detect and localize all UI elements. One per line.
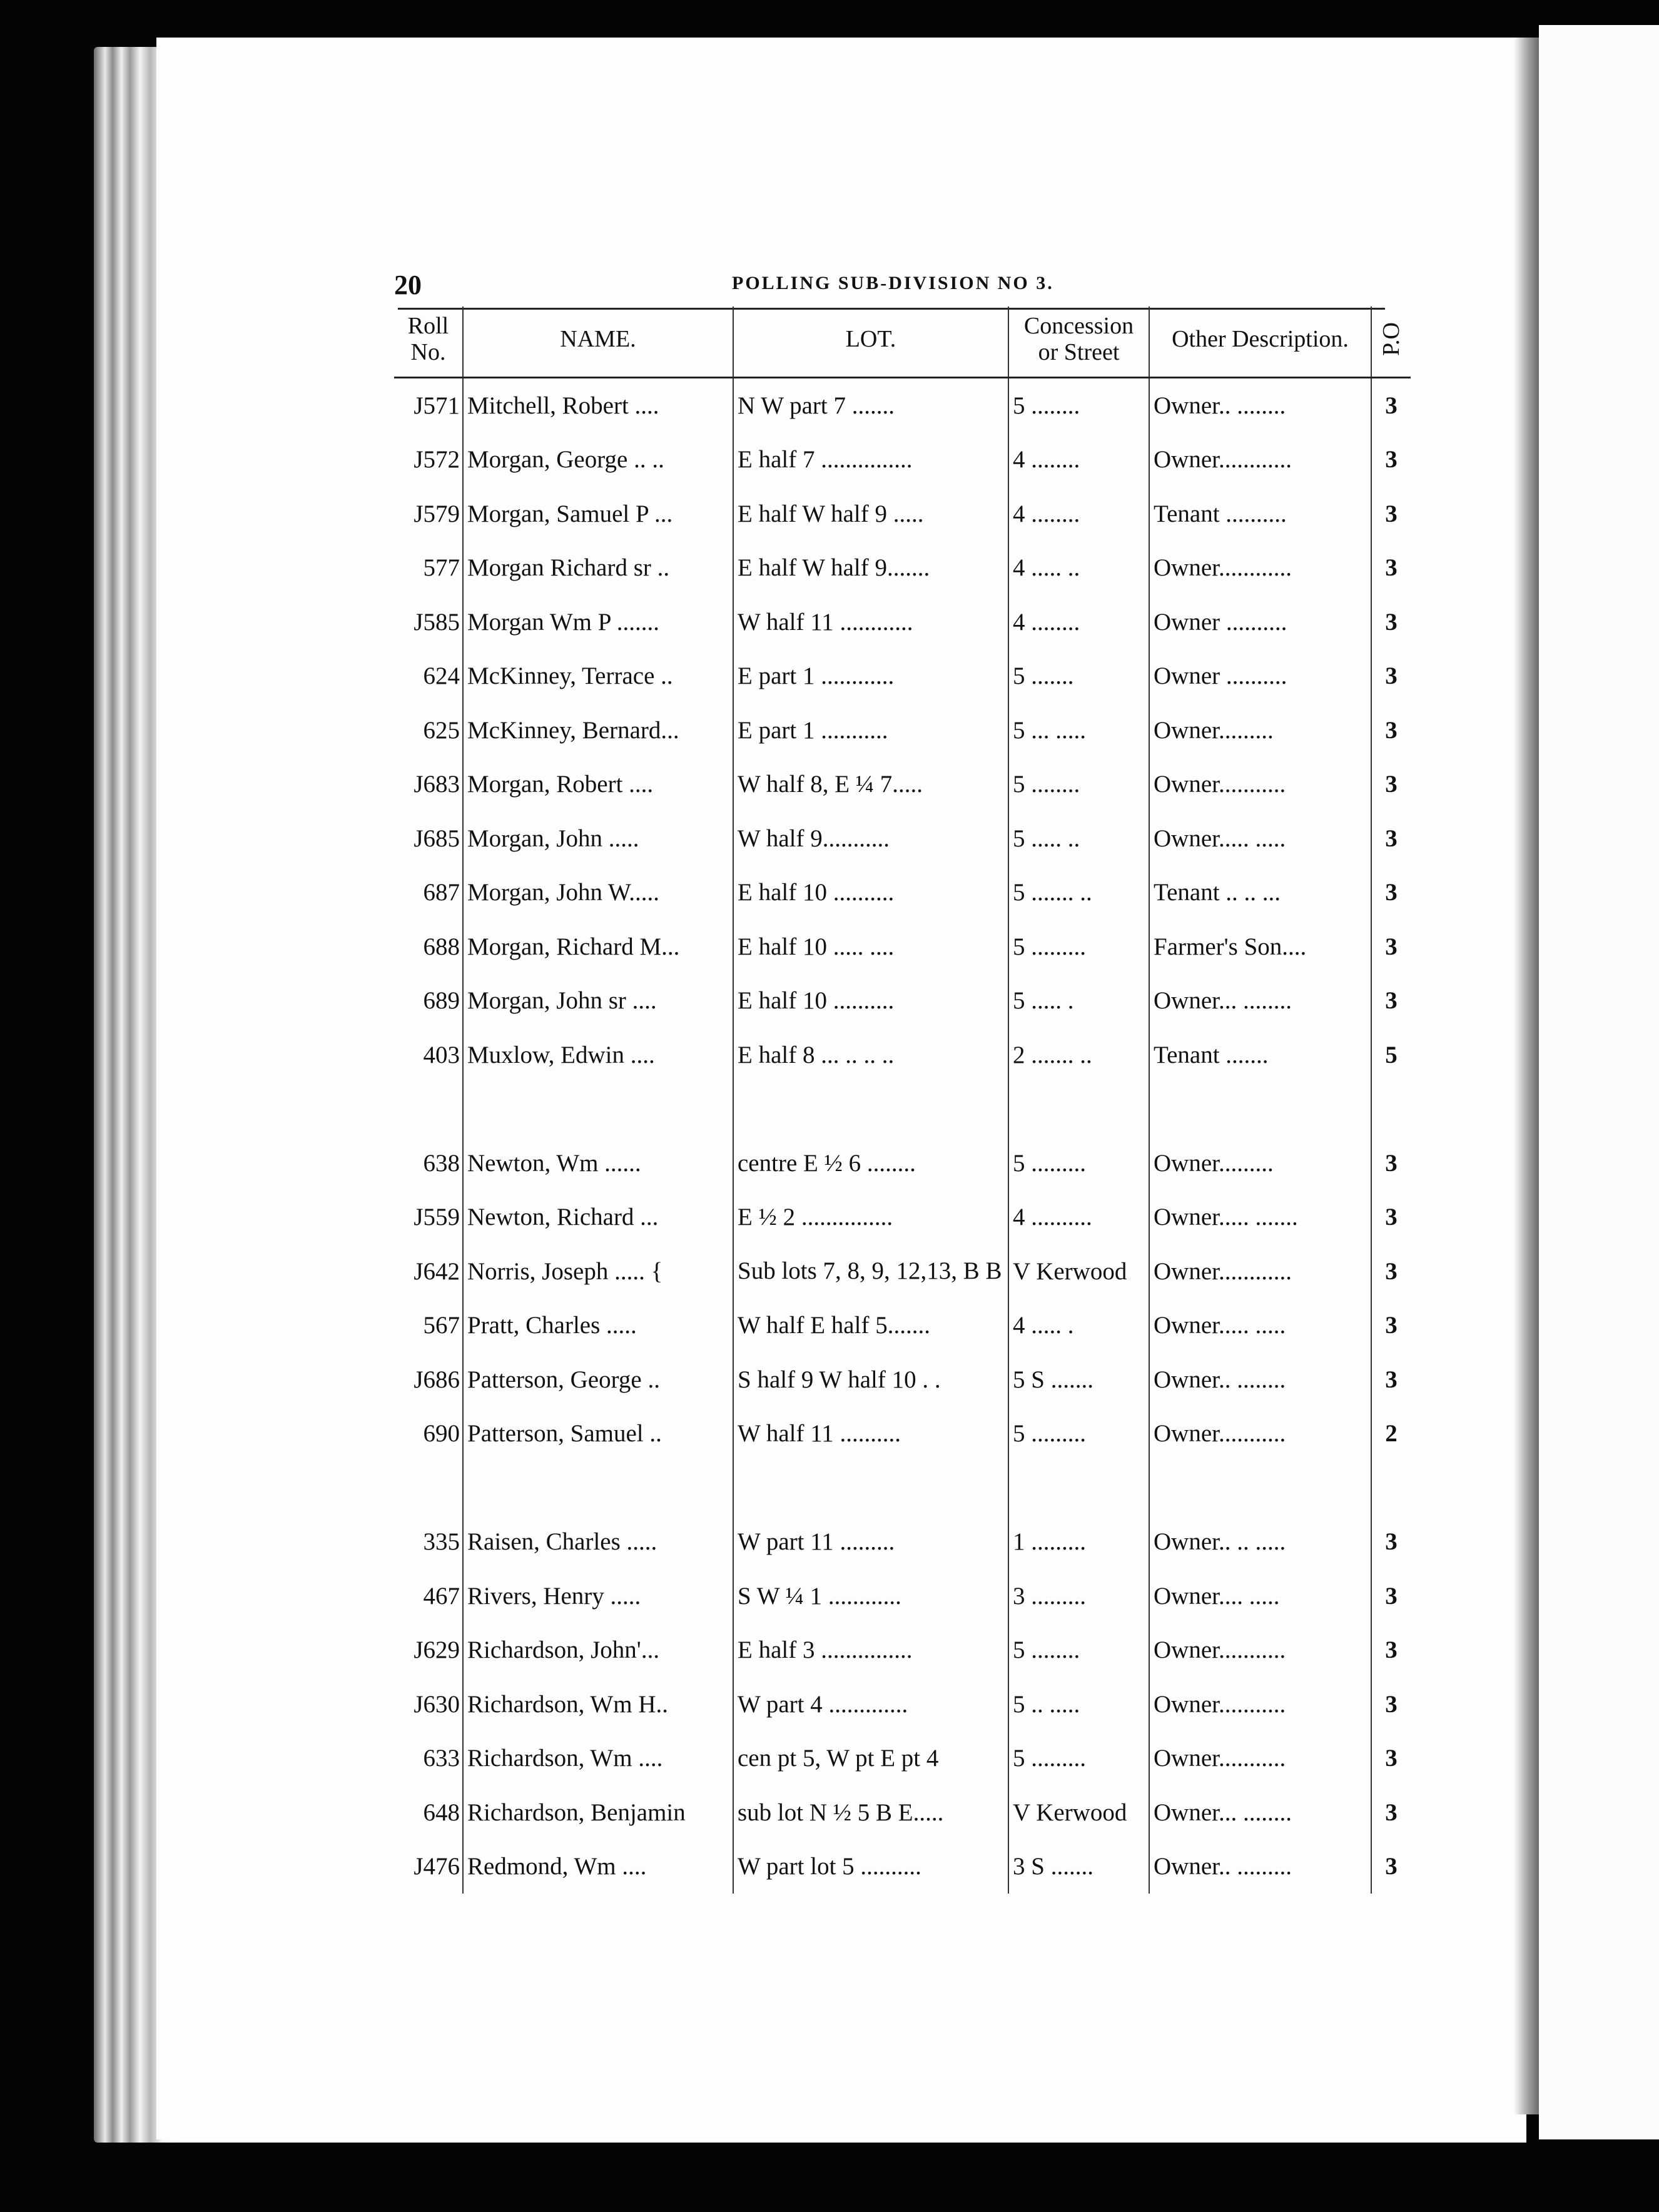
table-row bbox=[394, 433, 1411, 487]
table-row bbox=[394, 1136, 1411, 1190]
concession-cell: 4 ........ bbox=[1008, 595, 1149, 649]
name-cell: Rivers, Henry ..... bbox=[463, 1569, 733, 1623]
table-row bbox=[394, 378, 1411, 433]
po-cell: 2 bbox=[1371, 1407, 1411, 1461]
header-po-label: P.O bbox=[1377, 322, 1404, 356]
po-cell: 3 bbox=[1371, 703, 1411, 758]
roll-number-cell: J685 bbox=[413, 824, 460, 852]
lot-cell: W half 9........... bbox=[733, 811, 1008, 866]
concession-cell: 5 ......... bbox=[1008, 920, 1149, 974]
roll-number-cell: J579 bbox=[413, 500, 460, 527]
spacer-cell bbox=[463, 1082, 733, 1137]
roll-number-cell: J571 bbox=[413, 392, 460, 419]
roll-number-cell: J585 bbox=[413, 608, 460, 636]
name-cell: McKinney, Bernard... bbox=[463, 703, 733, 758]
roll-number-cell: 687 bbox=[423, 879, 460, 906]
description-cell: Owner .......... bbox=[1149, 595, 1371, 649]
concession-cell: 5 ........ bbox=[1008, 378, 1149, 433]
name-cell: Mitchell, Robert .... bbox=[463, 378, 733, 433]
description-cell: Owner........... bbox=[1149, 1623, 1371, 1678]
table-row bbox=[394, 541, 1411, 596]
lot-cell: E half 10 .......... bbox=[733, 974, 1008, 1028]
roll-number-cell: J630 bbox=[413, 1690, 460, 1718]
table-spacer-row bbox=[394, 1082, 1411, 1137]
name-cell: Norris, Joseph ..... { bbox=[463, 1244, 733, 1299]
name-cell: Morgan, Robert .... bbox=[463, 758, 733, 812]
description-cell: Owner.. ......... bbox=[1149, 1840, 1371, 1894]
roll-number-cell: 335 bbox=[423, 1528, 460, 1556]
table-spacer-row bbox=[394, 1461, 1411, 1515]
name-cell: Raisen, Charles ..... bbox=[463, 1515, 733, 1570]
table-row bbox=[394, 1677, 1411, 1732]
description-cell: Farmer's Son.... bbox=[1149, 920, 1371, 974]
roll-number-cell: 577 bbox=[423, 554, 460, 582]
description-cell: Owner........... bbox=[1149, 1732, 1371, 1786]
page-heading: POLLING SUB-DIVISION NO 3. bbox=[732, 273, 1054, 293]
spacer-cell bbox=[463, 1461, 733, 1515]
description-cell: Owner.. .. ..... bbox=[1149, 1515, 1371, 1570]
description-cell: Owner..... ..... bbox=[1149, 811, 1371, 866]
description-cell: Tenant .......... bbox=[1149, 487, 1371, 541]
roll-number-cell: J686 bbox=[413, 1366, 460, 1393]
spacer-cell bbox=[733, 1461, 1008, 1515]
name-cell: Newton, Richard ... bbox=[463, 1190, 733, 1245]
lot-cell: W part 4 ............. bbox=[733, 1677, 1008, 1732]
concession-cell: 3 ......... bbox=[1008, 1569, 1149, 1623]
roll-number-cell: J642 bbox=[413, 1257, 460, 1285]
po-cell: 3 bbox=[1371, 920, 1411, 974]
concession-cell: 5 ........ bbox=[1008, 758, 1149, 812]
concession-cell: 5 ... ..... bbox=[1008, 703, 1149, 758]
description-cell: Tenant ....... bbox=[1149, 1028, 1371, 1082]
description-cell: Owner......... bbox=[1149, 703, 1371, 758]
page-number: 20 bbox=[394, 270, 422, 300]
roll-number-cell: J559 bbox=[413, 1204, 460, 1231]
table-row bbox=[394, 703, 1411, 758]
concession-cell: 4 ........ bbox=[1008, 487, 1149, 541]
table-body bbox=[394, 378, 1411, 1894]
spacer-cell bbox=[1371, 1461, 1411, 1515]
po-cell: 3 bbox=[1371, 1136, 1411, 1190]
description-cell: Owner..... ....... bbox=[1149, 1190, 1371, 1245]
name-cell: Morgan, John W..... bbox=[463, 866, 733, 920]
name-cell: Richardson, John'... bbox=[463, 1623, 733, 1678]
po-cell: 3 bbox=[1371, 433, 1411, 487]
roll-number-cell: J476 bbox=[413, 1853, 460, 1880]
spacer-cell bbox=[1371, 1082, 1411, 1137]
concession-cell: 4 ..... . bbox=[1008, 1299, 1149, 1353]
lot-cell: centre E ½ 6 ........ bbox=[733, 1136, 1008, 1190]
name-cell: Morgan, George .. .. bbox=[463, 433, 733, 487]
lot-cell: W half 11 .......... bbox=[733, 1407, 1008, 1461]
facing-page bbox=[1539, 25, 1659, 2139]
table-row bbox=[394, 1299, 1411, 1353]
description-cell: Owner.. ........ bbox=[1149, 1352, 1371, 1407]
spacer-cell bbox=[1149, 1461, 1371, 1515]
description-cell: Owner......... bbox=[1149, 1136, 1371, 1190]
description-cell: Owner..... ..... bbox=[1149, 1299, 1371, 1353]
table-row bbox=[394, 595, 1411, 649]
description-cell: Owner............ bbox=[1149, 433, 1371, 487]
header-other-description: Other Description. bbox=[1149, 307, 1371, 378]
concession-cell: 5 ..... . bbox=[1008, 974, 1149, 1028]
name-cell: Morgan Richard sr .. bbox=[463, 541, 733, 596]
roll-number-cell: J629 bbox=[413, 1636, 460, 1664]
name-cell: Morgan, Samuel P ... bbox=[463, 487, 733, 541]
concession-cell: 5 ........ bbox=[1008, 1623, 1149, 1678]
po-cell: 3 bbox=[1371, 1623, 1411, 1678]
po-cell: 3 bbox=[1371, 1352, 1411, 1407]
table-row bbox=[394, 1028, 1411, 1082]
roll-number-cell: 567 bbox=[423, 1312, 460, 1339]
concession-cell: 4 .......... bbox=[1008, 1190, 1149, 1245]
po-cell: 3 bbox=[1371, 1299, 1411, 1353]
lot-cell: E half 10 ..... .... bbox=[733, 920, 1008, 974]
name-cell: Richardson, Wm H.. bbox=[463, 1677, 733, 1732]
lot-cell: cen pt 5, W pt E pt 4 bbox=[733, 1732, 1008, 1786]
table-row bbox=[394, 1407, 1411, 1461]
description-cell: Owner.. ........ bbox=[1149, 378, 1371, 433]
name-cell: Morgan, Richard M... bbox=[463, 920, 733, 974]
concession-cell: V Kerwood bbox=[1008, 1244, 1149, 1299]
concession-cell: 5 S ....... bbox=[1008, 1352, 1149, 1407]
name-cell: Newton, Wm ...... bbox=[463, 1136, 733, 1190]
header-lot: LOT. bbox=[733, 307, 1008, 378]
table-row bbox=[394, 1623, 1411, 1678]
spacer-cell bbox=[1149, 1082, 1371, 1137]
concession-cell: 1 ......... bbox=[1008, 1515, 1149, 1570]
table-row bbox=[394, 1732, 1411, 1786]
lot-cell: W half E half 5....... bbox=[733, 1299, 1008, 1353]
description-cell: Owner.... ..... bbox=[1149, 1569, 1371, 1623]
roll-number-cell: 624 bbox=[423, 662, 460, 690]
concession-cell: 5 ......... bbox=[1008, 1136, 1149, 1190]
concession-cell: 2 ....... .. bbox=[1008, 1028, 1149, 1082]
concession-cell: 5 ....... .. bbox=[1008, 866, 1149, 920]
name-cell: Muxlow, Edwin .... bbox=[463, 1028, 733, 1082]
roll-number-cell: 688 bbox=[423, 933, 460, 960]
lot-cell: S W ¼ 1 ............ bbox=[733, 1569, 1008, 1623]
po-cell: 3 bbox=[1371, 541, 1411, 596]
roll-number-cell: 625 bbox=[423, 716, 460, 744]
po-cell: 3 bbox=[1371, 595, 1411, 649]
lot-cell: S half 9 W half 10 . . bbox=[733, 1352, 1008, 1407]
name-cell: Patterson, Samuel .. bbox=[463, 1407, 733, 1461]
description-cell: Owner............ bbox=[1149, 541, 1371, 596]
lot-cell: E half W half 9....... bbox=[733, 541, 1008, 596]
concession-cell: 4 ........ bbox=[1008, 433, 1149, 487]
table-row bbox=[394, 1190, 1411, 1245]
lot-cell: N W part 7 ....... bbox=[733, 378, 1008, 433]
description-cell: Owner............ bbox=[1149, 1244, 1371, 1299]
name-cell: Pratt, Charles ..... bbox=[463, 1299, 733, 1353]
name-cell: Morgan Wm P ....... bbox=[463, 595, 733, 649]
table-row bbox=[394, 758, 1411, 812]
concession-cell: 5 ......... bbox=[1008, 1732, 1149, 1786]
roll-number-cell: 648 bbox=[423, 1799, 460, 1826]
name-cell: McKinney, Terrace .. bbox=[463, 649, 733, 704]
description-cell: Tenant .. .. ... bbox=[1149, 866, 1371, 920]
table-row bbox=[394, 1569, 1411, 1623]
lot-cell: E half 7 ............... bbox=[733, 433, 1008, 487]
po-cell: 3 bbox=[1371, 487, 1411, 541]
lot-cell: E ½ 2 ............... bbox=[733, 1190, 1008, 1245]
description-cell: Owner... ........ bbox=[1149, 1785, 1371, 1840]
page-header bbox=[394, 269, 1382, 307]
description-cell: Owner........... bbox=[1149, 1407, 1371, 1461]
concession-cell: 5 ..... .. bbox=[1008, 811, 1149, 866]
description-cell: Owner... ........ bbox=[1149, 974, 1371, 1028]
spacer-cell bbox=[394, 1082, 463, 1137]
concession-cell: 3 S ....... bbox=[1008, 1840, 1149, 1894]
header-name: NAME. bbox=[463, 307, 733, 378]
spacer-cell bbox=[1008, 1461, 1149, 1515]
concession-cell: 5 ......... bbox=[1008, 1407, 1149, 1461]
table-row bbox=[394, 1840, 1411, 1894]
name-cell: Morgan, John sr .... bbox=[463, 974, 733, 1028]
lot-cell: E half 3 ............... bbox=[733, 1623, 1008, 1678]
table-row bbox=[394, 1244, 1411, 1299]
lot-cell: E half 8 ... .. .. .. bbox=[733, 1028, 1008, 1082]
table-row bbox=[394, 1515, 1411, 1570]
po-cell: 3 bbox=[1371, 1677, 1411, 1732]
concession-cell: 5 ....... bbox=[1008, 649, 1149, 704]
table-row bbox=[394, 920, 1411, 974]
po-cell: 3 bbox=[1371, 1732, 1411, 1786]
po-cell: 3 bbox=[1371, 1515, 1411, 1570]
roll-number-cell: 633 bbox=[423, 1745, 460, 1772]
po-cell: 3 bbox=[1371, 811, 1411, 866]
table-row bbox=[394, 649, 1411, 704]
name-cell: Redmond, Wm .... bbox=[463, 1840, 733, 1894]
lot-cell: Sub lots 7, 8, 9, 12,13, B B bbox=[733, 1244, 1008, 1299]
roll-number-cell: 403 bbox=[423, 1041, 460, 1068]
roll-number-cell: 467 bbox=[423, 1582, 460, 1610]
description-cell: Owner .......... bbox=[1149, 649, 1371, 704]
lot-cell: W part lot 5 .......... bbox=[733, 1840, 1008, 1894]
spacer-cell bbox=[733, 1082, 1008, 1137]
description-cell: Owner........... bbox=[1149, 758, 1371, 812]
table-row bbox=[394, 811, 1411, 866]
table-row bbox=[394, 974, 1411, 1028]
header-po bbox=[1371, 307, 1411, 378]
po-cell: 3 bbox=[1371, 1244, 1411, 1299]
po-cell: 3 bbox=[1371, 1569, 1411, 1623]
lot-cell: sub lot N ½ 5 B E..... bbox=[733, 1785, 1008, 1840]
lot-cell: W half 11 ............ bbox=[733, 595, 1008, 649]
spacer-cell bbox=[1008, 1082, 1149, 1137]
lot-cell: W part 11 ......... bbox=[733, 1515, 1008, 1570]
lot-cell: W half 8, E ¼ 7..... bbox=[733, 758, 1008, 812]
table-header-row bbox=[394, 307, 1411, 378]
lot-cell: E part 1 ............ bbox=[733, 649, 1008, 704]
concession-cell: V Kerwood bbox=[1008, 1785, 1149, 1840]
po-cell: 3 bbox=[1371, 866, 1411, 920]
lot-cell: E half W half 9 ..... bbox=[733, 487, 1008, 541]
roll-number-cell: 638 bbox=[423, 1149, 460, 1177]
concession-cell: 5 .. ..... bbox=[1008, 1677, 1149, 1732]
po-cell: 3 bbox=[1371, 1190, 1411, 1245]
lot-cell: E half 10 .......... bbox=[733, 866, 1008, 920]
concession-cell: 4 ..... .. bbox=[1008, 541, 1149, 596]
header-roll-no: Roll No. bbox=[394, 307, 463, 378]
spacer-cell bbox=[394, 1461, 463, 1515]
po-cell: 3 bbox=[1371, 1785, 1411, 1840]
name-cell: Richardson, Wm .... bbox=[463, 1732, 733, 1786]
table-row bbox=[394, 1352, 1411, 1407]
lot-cell: E part 1 ........... bbox=[733, 703, 1008, 758]
po-cell: 3 bbox=[1371, 974, 1411, 1028]
roll-number-cell: 689 bbox=[423, 987, 460, 1015]
table-row bbox=[394, 866, 1411, 920]
po-cell: 3 bbox=[1371, 1840, 1411, 1894]
po-cell: 3 bbox=[1371, 378, 1411, 433]
description-cell: Owner........... bbox=[1149, 1677, 1371, 1732]
table-row bbox=[394, 487, 1411, 541]
name-cell: Patterson, George .. bbox=[463, 1352, 733, 1407]
roll-number-cell: J683 bbox=[413, 771, 460, 798]
roll-number-cell: 690 bbox=[423, 1420, 460, 1448]
roll-number-cell: J572 bbox=[413, 446, 460, 474]
header-concession: Concession or Street bbox=[1008, 307, 1149, 378]
name-cell: Morgan, John ..... bbox=[463, 811, 733, 866]
page-fold bbox=[1514, 38, 1539, 2114]
po-cell: 5 bbox=[1371, 1028, 1411, 1082]
po-cell: 3 bbox=[1371, 649, 1411, 704]
name-cell: Richardson, Benjamin bbox=[463, 1785, 733, 1840]
po-cell: 3 bbox=[1371, 758, 1411, 812]
voters-roll-table bbox=[394, 307, 1411, 1894]
table-row bbox=[394, 1785, 1411, 1840]
